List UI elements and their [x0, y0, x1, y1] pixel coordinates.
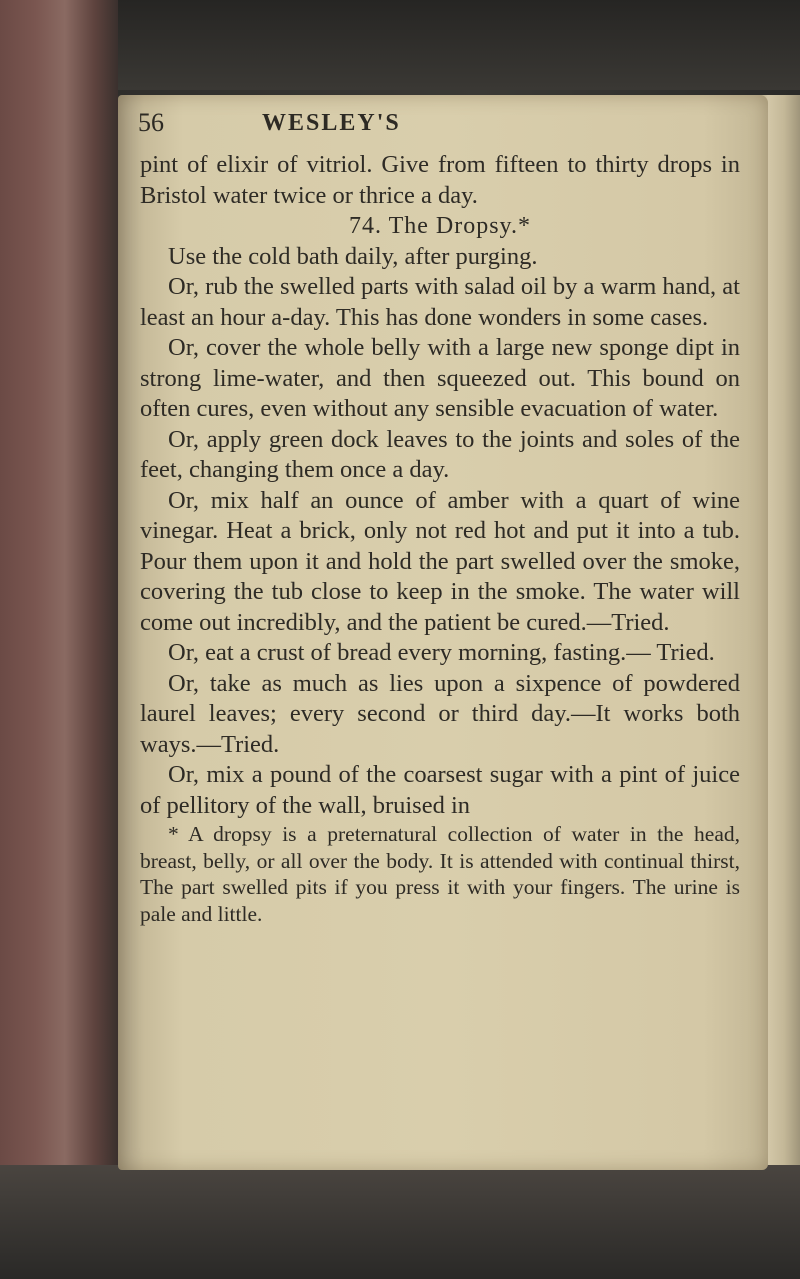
bottom-shadow — [0, 1165, 800, 1279]
page-number: 56 — [138, 108, 164, 137]
paragraph: Or, rub the swelled parts with salad oil by a warm hand, at least an hour a-day. This has done wonders in some cases. — [140, 273, 740, 331]
top-shadow — [0, 0, 800, 90]
paragraph: Or, mix a pound of the coarsest sugar with a pint of juice of pellitory of the wall, bruised in — [140, 761, 740, 819]
running-head: WESLEY'S — [262, 110, 401, 136]
book-spine — [0, 0, 118, 1279]
paragraph: Use the cold bath daily, after purging. — [168, 242, 538, 270]
section-title: 74. The Dropsy.* — [349, 213, 531, 239]
paragraph: Or, apply green dock leaves to the joints and soles of the feet, changing them once a day. — [140, 425, 740, 483]
page-header — [0, 108, 520, 148]
footnote: * A dropsy is a preternatural collection of water in the head, breast, belly, or all over the body. It is attended with continual thirst, The part swelled pits if you press it with your fingers. The urine is pale and little. — [140, 822, 740, 926]
paragraph: pint of elixir of vitriol. Give from fifteen to thirty drops in Bristol water twice or thrice a day. — [140, 151, 740, 209]
paragraph: Or, cover the whole belly with a large new sponge dipt in strong lime-water, and then squeezed out. This bound on often cures, even without any sensible evacuation of water. — [140, 334, 740, 422]
page-text — [140, 150, 740, 927]
paragraph: Or, eat a crust of bread every morning, fasting.— Tried. — [168, 639, 715, 666]
paragraph: Or, mix half an ounce of amber with a quart of wine vinegar. Heat a brick, only not red hot and put it into a tub. Pour them upon it and hold the part swelled over the smoke, covering the tub close to keep in the smoke. The water will come out incredibly, and the patient be cured.—Tried. — [140, 486, 740, 636]
paragraph: Or, take as much as lies upon a sixpence of powdered laurel leaves; every second or third day.—It works both ways.—Tried. — [140, 669, 740, 758]
